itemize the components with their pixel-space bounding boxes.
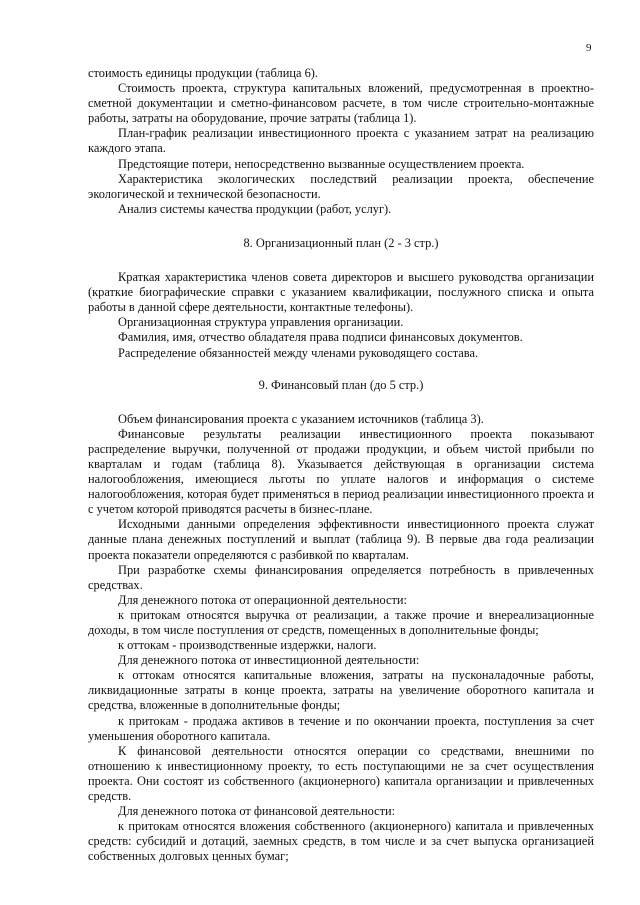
paragraph: стоимость единицы продукции (таблица 6).: [88, 66, 318, 80]
section-heading: 9. Финансовый план (до 5 стр.): [258, 377, 424, 392]
paragraph: Для денежного потока от финансовой деятельности:: [118, 804, 396, 819]
paragraph: к притокам относятся выручка от реализации, а также прочие и внереализационные доходы, в том числе поступления от средств, помещенных в дополнительные фонды;: [88, 607, 594, 637]
paragraph: Для денежного потока от операционной деятельности:: [118, 592, 407, 607]
paragraph: Предстоящие потери, непосредственно вызванные осуществлением проекта.: [118, 156, 525, 171]
paragraph: к оттокам относятся капитальные вложения, затраты на пусконаладочные работы, ликвидационные затраты в конце проекта, затраты на увеличение оборотного капитала и средства, вложенные в дополнительные фонды;: [88, 668, 594, 713]
section-heading: 8. Организационный план (2 - 3 стр.): [243, 235, 439, 250]
paragraph: к притокам относятся вложения собственного (акционерного) капитала и привлеченных средств: субсидий и дотаций, заемных средств, в том числе и за счет выпуска организацией собственных долговых ценных бумаг;: [88, 819, 594, 864]
paragraph: Фамилия, имя, отчество обладателя права подписи финансовых документов.: [118, 330, 523, 345]
paragraph: Распределение обязанностей между членами руководящего состава.: [118, 345, 479, 360]
paragraph: План-график реализации инвестиционного проекта с указанием затрат на реализацию каждого этапа.: [88, 126, 594, 156]
page-number: 9: [586, 42, 592, 54]
paragraph: к оттокам - производственные издержки, налоги.: [118, 638, 377, 653]
paragraph: Для денежного потока от инвестиционной деятельности:: [118, 653, 420, 668]
paragraph: Характеристика экологических последствий реализации проекта, обеспечение экологической и технической безопасности.: [88, 171, 594, 201]
paragraph: Исходными данными определения эффективности инвестиционного проекта служат данные плана денежных поступлений и выплат (таблица 9). В первые два года реализации проекта показатели определяются с разбивкой по кварталам.: [88, 517, 594, 562]
paragraph: Организационная структура управления организации.: [118, 315, 404, 330]
paragraph: к притокам - продажа активов в течение и по окончании проекта, поступления за счет уменьшения оборотного капитала.: [88, 713, 594, 743]
paragraph: К финансовой деятельности относятся операции со средствами, внешними по отношению к инвестиционному проекту, то есть поступающими не за счет осуществления проекта. Они состоят из собственного (акционерного) капитала организации и привлеченных средств.: [88, 743, 594, 804]
paragraph: Стоимость проекта, структура капитальных вложений, предусмотренная в проектно-сметной документации и сметно-финансовом расчете, в том числе строительно-монтажные работы, затраты на оборудование, прочие затраты (таблица 1).: [88, 81, 594, 126]
paragraph: Краткая характеристика членов совета директоров и высшего руководства организации (краткие биографические справки с указанием квалификации, послужного списка и опыта работы в данной сфере деятельности, контактные телефоны).: [88, 270, 594, 315]
paragraph: Финансовые результаты реализации инвестиционного проекта показывают распределение выручки, полученной от продажи продукции, и объем чистой прибыли по кварталам и годам (таблица 8). Указывается действующая в организации система налогообложения, имеющиеся льготы по уплате налогов и информация о системе налогообложения, которая будет применяться в период реализации инвестиционного проекта и с учетом которой приводятся расчеты в бизнес-плане.: [88, 426, 594, 517]
paragraph: Объем финансирования проекта с указанием источников (таблица 3).: [118, 411, 484, 426]
paragraph: Анализ системы качества продукции (работ, услуг).: [118, 201, 392, 216]
document-body: [88, 66, 594, 865]
paragraph: При разработке схемы финансирования определяется потребность в привлеченных средствах.: [88, 562, 594, 592]
